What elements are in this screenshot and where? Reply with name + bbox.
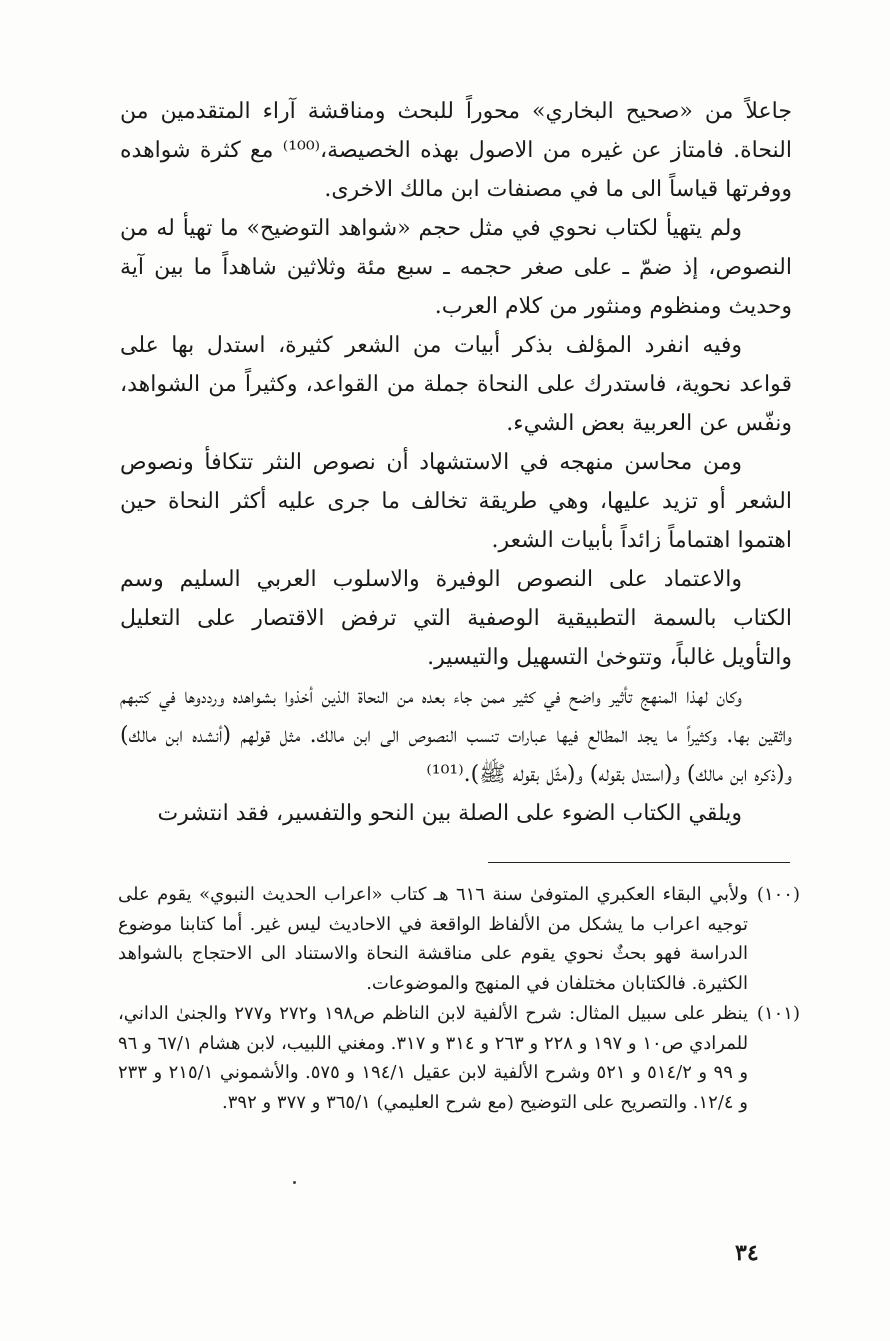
footnote-number: (١٠٠) xyxy=(756,884,800,905)
paragraph-5: والاعتماد على النصوص الوفيرة والاسلوب العربي السليم وسم الكتاب بالسمة التطبيقية الوصفية التي ترفض الاقتصار على التعليل والتأويل غالباً، وتتوخىٰ التسهيل والتيسير. xyxy=(120,567,792,670)
page-number: ٣٤ xyxy=(735,1240,759,1266)
footnotes-block xyxy=(118,880,800,1118)
footnote-101 xyxy=(118,999,800,1117)
footnote-text: ينظر على سبيل المثال: شرح الألفية لابن الناظم ص١٩٨ و٢٧٢ و٢٧٧ والجنىٰ الداني، للمرادي ص١٠ و ١٩٧ و ٢٢٨ و ٢٦٣ و ٣١٤ و ٣١٧. ومغني اللبيب، لابن هشام ٦٧/١ و ٩٦ و ٩٩ و ٥١٤/٢ و ٥٢١ وشرح الألفية لابن عقيل ١٩٤/١ و ٥٧٥. والأشموني ٢١٥/١ و ٢٣٣ و ١٢/٤. والتصريح على التوضيح (مع شرح العليمي) ٣٦٥/١ و ٣٧٧ و ٣٩٢. xyxy=(118,1003,749,1113)
paragraph-6: وكان لهذا المنهج تأثير واضح في كثير ممن جاء بعده من النحاة الذين أخذوا بشواهده ورددوها في كتبهم واثقين بها. وكثيراً ما يجد المطالع فيها عبارات تنسب النصوص الى ابن مالك. مثل قولهم (أنشده ابن مالك) و(ذكره ابن مالك) و(استدل بقوله) و(مثّل بقوله ﷺ).⁽¹⁰¹⁾ xyxy=(120,684,792,787)
paragraph-4: ومن محاسن منهجه في الاستشهاد أن نصوص النثر تتكافأ ونصوص الشعر أو تزيد عليها، وهي طريقة تخالف ما جرى عليه أكثر النحاة حين اهتموا اهتماماً زائداً بأبيات الشعر. xyxy=(120,450,792,553)
stray-dot xyxy=(293,1181,296,1184)
main-text-block xyxy=(120,92,792,833)
paragraph-1: جاعلاً من «صحيح البخاري» محوراً للبحث ومناقشة آراء المتقدمين من النحاة. فامتاز عن غيره من الاصول بهذه الخصيصة،⁽¹⁰⁰⁾ مع كثرة شواهده ووفرتها قياساً الى ما في مصنفات ابن مالك الاخرى. xyxy=(120,99,792,202)
paragraph-7: ويلقي الكتاب الضوء على الصلة بين النحو والتفسير، فقد انتشرت xyxy=(157,801,742,826)
footnote-100 xyxy=(118,880,800,998)
footnote-text: ولأبي البقاء العكبري المتوفىٰ سنة ٦١٦ هـ كتاب «اعراب الحديث النبوي» يقوم على توجيه اعراب ما يشكل من الألفاظ الواقعة في الاحاديث ليس غير. أما كتابنا موضوع الدراسة فهو بحثٌ نحوي يقوم على مناقشة النحاة والاستناد الى الاحتجاج بالشواهد الكثيرة. فالكتابان مختلفان في المنهج والموضوعات. xyxy=(118,884,748,994)
paragraph-3: وفيه انفرد المؤلف بذكر أبيات من الشعر كثيرة، استدل بها على قواعد نحوية، فاستدرك على النحاة جملة من القواعد، وكثيراً من الشواهد، ونفّس عن العربية بعض الشيء. xyxy=(120,333,792,436)
footnote-number: (١٠١) xyxy=(756,1003,800,1024)
paragraph-2: ولم يتهيأ لكتاب نحوي في مثل حجم «شواهد التوضيح» ما تهيأ له من النصوص، إذ ضمّ ـ على صغر حجمه ـ سبع مئة وثلاثين شاهداً ما بين آية وحديث ومنظوم ومنثور من كلام العرب. xyxy=(120,216,792,319)
footnote-divider xyxy=(488,862,790,863)
